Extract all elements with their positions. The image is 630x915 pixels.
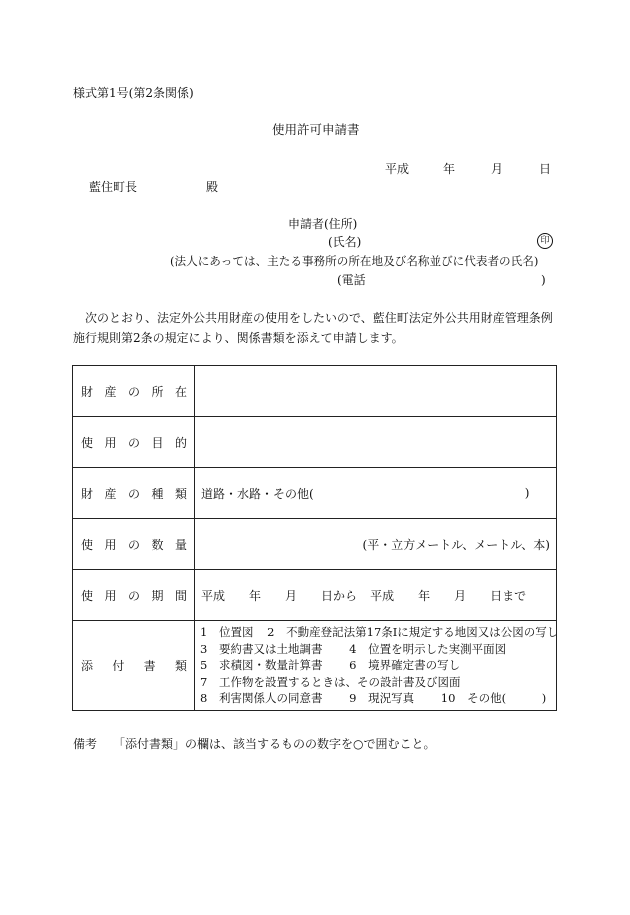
label-property-type: 財 産 の 種 類: [73, 468, 195, 519]
applicant-name-label: (氏名): [328, 235, 362, 249]
remarks-label: 備考: [73, 737, 98, 751]
seal-mark: 印: [537, 233, 553, 249]
table-row: [73, 570, 557, 621]
form-number: 様式第1号(第2条関係): [73, 86, 194, 100]
period-end-month: 月: [454, 588, 467, 603]
label-property-location: 財 産 の 所 在: [73, 366, 195, 417]
value-period[interactable]: [195, 570, 557, 621]
attachment-line: 1 位置図 2 不動産登記法第17条Ⅰに規定する地図又は公図の写し: [200, 625, 559, 640]
period-start-era: 平成: [201, 588, 226, 603]
attachment-item[interactable]: 6: [349, 658, 357, 673]
attachment-line: 7 工作物を設置するときは、その設計書及び図面: [200, 674, 461, 689]
form-title: 使用許可申請書: [272, 122, 360, 137]
period-end-era: 平成: [370, 588, 395, 603]
attachment-item[interactable]: 2: [267, 625, 275, 640]
value-property-location[interactable]: [195, 366, 557, 417]
attachment-item[interactable]: 5: [200, 658, 208, 673]
attachment-line: 8 利害関係人の同意書 9 現況写真 10 その他( ): [200, 691, 547, 706]
table-row: [73, 417, 557, 468]
date-year: 年: [443, 162, 456, 176]
value-property-type[interactable]: [195, 468, 557, 519]
body-text: 次のとおり、法定外公共用財産の使用をしたいので、藍住町法定外公共用財産管理条例施行規則第2条の規定により、関係書類を添えて申請します。: [73, 311, 553, 345]
body-paragraph: [73, 308, 559, 348]
attachment-item[interactable]: 9: [349, 691, 357, 706]
remarks-text: 「添付書類」の欄は、該当するものの数字を○で囲むこと。: [113, 737, 436, 751]
application-table: [72, 365, 557, 711]
date-month: 月: [491, 162, 504, 176]
table-row: [73, 621, 557, 711]
table-row: [73, 366, 557, 417]
applicant-phone-label: (電話: [337, 273, 366, 287]
date-era: 平成: [385, 162, 410, 176]
period-start-year: 年: [249, 588, 262, 603]
label-quantity: 使 用 の 数 量: [73, 519, 195, 570]
period-start-day: 日から: [321, 588, 358, 603]
corporate-note: (法人にあっては、主たる事務所の所在地及び名称並びに代表者の氏名): [170, 254, 539, 268]
attachment-item[interactable]: 7: [200, 674, 208, 689]
period-end-day: 日まで: [490, 588, 527, 603]
label-attachments: 添 付 書 類: [73, 621, 195, 711]
property-type-close: ): [524, 486, 530, 500]
property-type-options: 道路・水路・その他(: [201, 486, 314, 501]
date-day: 日: [539, 162, 552, 176]
value-attachments: [195, 621, 557, 711]
attachment-item[interactable]: 8: [200, 691, 208, 706]
value-quantity[interactable]: [195, 519, 557, 570]
attachment-line: 3 要約書又は土地調書 4 位置を明示した実測平面図: [200, 641, 507, 656]
table-row: [73, 468, 557, 519]
addressee-name: 藍住町長: [89, 180, 138, 194]
period-end-year: 年: [418, 588, 431, 603]
addressee-honorific: 殿: [206, 180, 219, 194]
attachment-item[interactable]: 3: [200, 641, 208, 656]
table-row: [73, 519, 557, 570]
applicant-address-label: 申請者(住所): [288, 217, 358, 231]
label-purpose: 使 用 の 目 的: [73, 417, 195, 468]
attachment-line: 5 求積図・数量計算書 6 境界確定書の写し: [200, 658, 461, 673]
attachment-item[interactable]: 4: [349, 641, 357, 656]
applicant-phone-close: ): [541, 273, 546, 287]
value-purpose[interactable]: [195, 417, 557, 468]
period-start-month: 月: [285, 588, 298, 603]
label-period: 使 用 の 期 間: [73, 570, 195, 621]
attachment-item[interactable]: 10: [440, 691, 456, 706]
quantity-units: (平・立方メートル、メートル、本): [362, 537, 550, 552]
attachment-item[interactable]: 1: [200, 625, 208, 640]
